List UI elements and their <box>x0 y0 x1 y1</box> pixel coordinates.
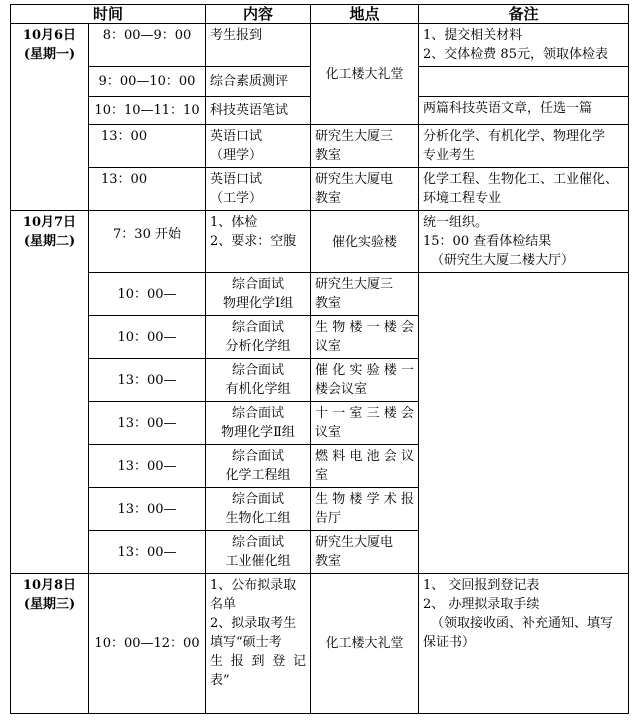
day-cell <box>11 574 89 714</box>
place-cell: 燃料电池会议 室 <box>311 445 419 488</box>
note-cell: 1、 交回报到登记表 2、 办理拟录取手续 （领取接收函、补充通知、填写 保证书） <box>419 574 629 714</box>
day-date: 10月6日 <box>22 28 77 43</box>
table-row <box>11 273 629 316</box>
day-weekday: (星期一) <box>23 47 76 62</box>
time-cell: 13：00— <box>89 359 206 402</box>
time-cell: 9：00—10：00 <box>89 67 206 97</box>
day-weekday: (星期三) <box>23 597 76 612</box>
time-cell: 13：00 <box>89 125 206 168</box>
table-row <box>11 211 629 273</box>
place-cell: 研究生大厦三 教室 <box>311 125 419 168</box>
content-cell: 综合面试 分析化学组 <box>206 316 311 359</box>
content-cell: 英语口试 （工学） <box>206 168 311 211</box>
content-cell: 综合素质测评 <box>206 67 311 97</box>
time-cell: 10：00— <box>89 316 206 359</box>
content-cell: 1、公布拟录取 名单 2、拟录取考生 填写“硕士考 生报到登记 表” <box>206 574 311 714</box>
content-cell: 综合面试 工业催化组 <box>206 531 311 574</box>
header-time: 时间 <box>11 5 206 24</box>
note-cell: 分析化学、有机化学、物理化学 专业考生 <box>419 125 629 168</box>
day-date: 10月8日 <box>22 578 77 593</box>
schedule-table <box>10 4 629 714</box>
day-weekday: (星期二) <box>23 234 76 249</box>
place-cell: 研究生大厦三 教室 <box>311 273 419 316</box>
note-cell-empty <box>419 273 629 574</box>
content-cell: 综合面试 物理化学Ⅱ组 <box>206 402 311 445</box>
note-cell: 两篇科技英语文章，任选一篇 <box>419 97 629 125</box>
content-cell: 综合面试 物理化学Ⅰ组 <box>206 273 311 316</box>
time-cell: 8：00—9：00 <box>89 24 206 67</box>
day-cell <box>11 24 89 211</box>
header-row <box>11 5 629 24</box>
day-cell <box>11 211 89 574</box>
content-cell: 1、体检 2、要求：空腹 <box>206 211 311 273</box>
table-row <box>11 574 629 714</box>
place-cell: 化工楼大礼堂 <box>311 574 419 714</box>
note-cell: 统一组织。 15：00 查看体检结果 （研究生大厦二楼大厅） <box>419 211 629 273</box>
time-cell: 13：00— <box>89 402 206 445</box>
place-cell: 催化实验楼一 楼会议室 <box>311 359 419 402</box>
note-cell <box>419 67 629 97</box>
note-cell: 1、提交相关材料 2、交体检费 85元，领取体检表 <box>419 24 629 67</box>
place-cell: 生物楼学术报 告厅 <box>311 488 419 531</box>
header-note: 备注 <box>419 5 629 24</box>
time-cell: 7：30 开始 <box>89 211 206 273</box>
time-cell: 13：00— <box>89 445 206 488</box>
place-cell: 十一室三楼会 议室 <box>311 402 419 445</box>
table-row <box>11 168 629 211</box>
header-content: 内容 <box>206 5 311 24</box>
place-cell: 生物楼一楼会 议室 <box>311 316 419 359</box>
place-cell: 研究生大厦电 教室 <box>311 168 419 211</box>
time-cell: 10：00—12：00 <box>89 574 206 714</box>
table-row <box>11 24 629 67</box>
table-row <box>11 125 629 168</box>
time-cell: 10：00— <box>89 273 206 316</box>
content-cell: 综合面试 生物化工组 <box>206 488 311 531</box>
content-cell: 英语口试 （理学） <box>206 125 311 168</box>
header-place: 地点 <box>311 5 419 24</box>
content-cell: 综合面试 化学工程组 <box>206 445 311 488</box>
place-cell-merged: 化工楼大礼堂 <box>311 24 419 125</box>
note-cell: 化学工程、生物化工、工业催化、 环境工程专业 <box>419 168 629 211</box>
time-cell: 10：10—11：10 <box>89 97 206 125</box>
time-cell: 13：00— <box>89 488 206 531</box>
time-cell: 13：00— <box>89 531 206 574</box>
place-cell: 催化实验楼 <box>311 211 419 273</box>
content-cell: 科技英语笔试 <box>206 97 311 125</box>
day-date: 10月7日 <box>22 215 77 230</box>
place-cell: 研究生大厦电 教室 <box>311 531 419 574</box>
time-cell: 13：00 <box>89 168 206 211</box>
content-cell: 综合面试 有机化学组 <box>206 359 311 402</box>
content-cell: 考生报到 <box>206 24 311 67</box>
